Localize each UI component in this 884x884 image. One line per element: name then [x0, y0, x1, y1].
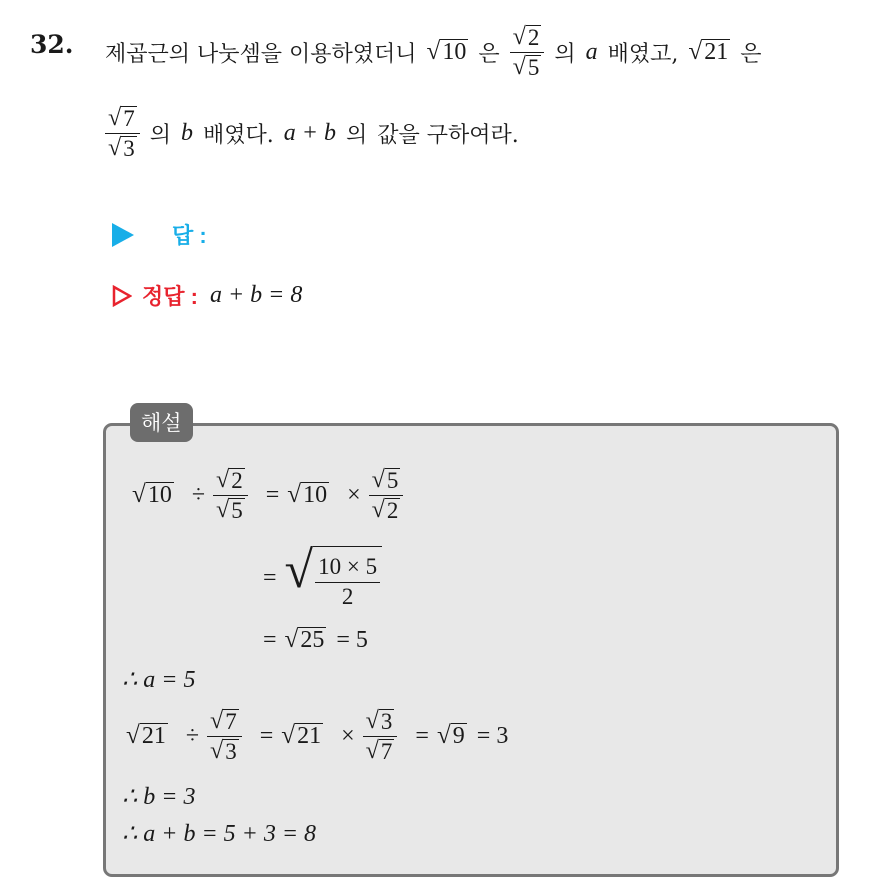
sqrt-9: √ 9: [436, 721, 465, 749]
particle-ui: 의: [554, 41, 576, 67]
solution-line-1: [132, 462, 413, 528]
variable-b: b: [181, 119, 194, 146]
divide-sign: ÷: [191, 481, 205, 508]
variable-a: a: [585, 38, 598, 65]
sqrt-10: √ 10: [132, 480, 172, 508]
times-sign: ×: [341, 722, 355, 749]
correct-answer-row: [112, 280, 302, 311]
answer-row: [112, 219, 207, 250]
sqrt-21: √ 21: [281, 721, 322, 749]
problem-line-2: [105, 103, 529, 163]
outline-triangle-icon: [112, 285, 132, 307]
text-baeyeotgo: 배였고,: [607, 41, 679, 67]
equals-sign: =: [259, 722, 274, 749]
particle-eun: 은: [478, 41, 500, 67]
times-sign: ×: [347, 481, 361, 508]
solution-line-2: [255, 542, 392, 611]
fraction-sqrt2-over-sqrt5: √ 2 √ 5: [213, 467, 248, 523]
equals-sign: =: [415, 722, 429, 749]
sqrt-fraction: √ $\frac{10 \times 5}{2}$: [285, 546, 383, 610]
correct-answer-value: a + b = 8: [209, 282, 303, 308]
problem-number: 32.: [30, 30, 74, 59]
sqrt-10: √ 10: [287, 480, 328, 508]
expression-a-plus-b: a + b: [283, 119, 336, 146]
sqrt-10: √ 10: [426, 37, 467, 65]
result-5: = 5: [336, 626, 368, 653]
text-tail: 값을 구하여라.: [377, 122, 519, 148]
solution-tag: 해설: [130, 403, 193, 442]
answer-label: 답 :: [172, 223, 207, 248]
problem-line-1: [105, 22, 771, 82]
problem-text: 제곱근의 나눗셈을 이용하였더니: [105, 41, 417, 67]
particle-ui-3: 의: [345, 122, 368, 148]
arrow-icon: [112, 223, 134, 247]
sqrt-25: √ 25: [284, 625, 325, 653]
therefore-a: ∴ a = 5: [122, 666, 196, 693]
solution-line-4: [122, 663, 205, 695]
therefore-b: ∴ b = 3: [122, 783, 196, 810]
fraction-sqrt7-over-sqrt3: √ 7 √ 3: [105, 105, 140, 161]
particle-ui-2: 의: [149, 122, 172, 148]
sqrt-21: √ 21: [126, 721, 166, 749]
therefore-a-plus-b: ∴ a + b = 5 + 3 = 8: [122, 820, 317, 847]
equals-sign: =: [263, 626, 277, 653]
equals-sign: =: [265, 481, 280, 508]
solution-line-6: [122, 780, 205, 812]
sqrt-21: √ 21: [688, 37, 729, 65]
solution-line-5: [126, 703, 518, 769]
fraction-sqrt3-over-sqrt7: √ 3 √ 7: [363, 708, 398, 764]
result-3: = 3: [476, 722, 509, 749]
text-baeyeotda: 배였다.: [203, 122, 274, 148]
solution-line-7: [122, 817, 326, 849]
correct-answer-label: 정답 :: [142, 284, 198, 309]
fraction-sqrt5-over-sqrt2: √ 5 √ 2: [369, 467, 404, 523]
divide-sign: ÷: [185, 722, 199, 749]
equals-sign: =: [263, 564, 277, 591]
fraction-sqrt2-over-sqrt5: √ 2 √ 5: [510, 24, 545, 80]
particle-eun-2: 은: [740, 41, 762, 67]
solution-line-3: [255, 622, 378, 658]
fraction-sqrt7-over-sqrt3: √ 7 √ 3: [207, 708, 242, 764]
